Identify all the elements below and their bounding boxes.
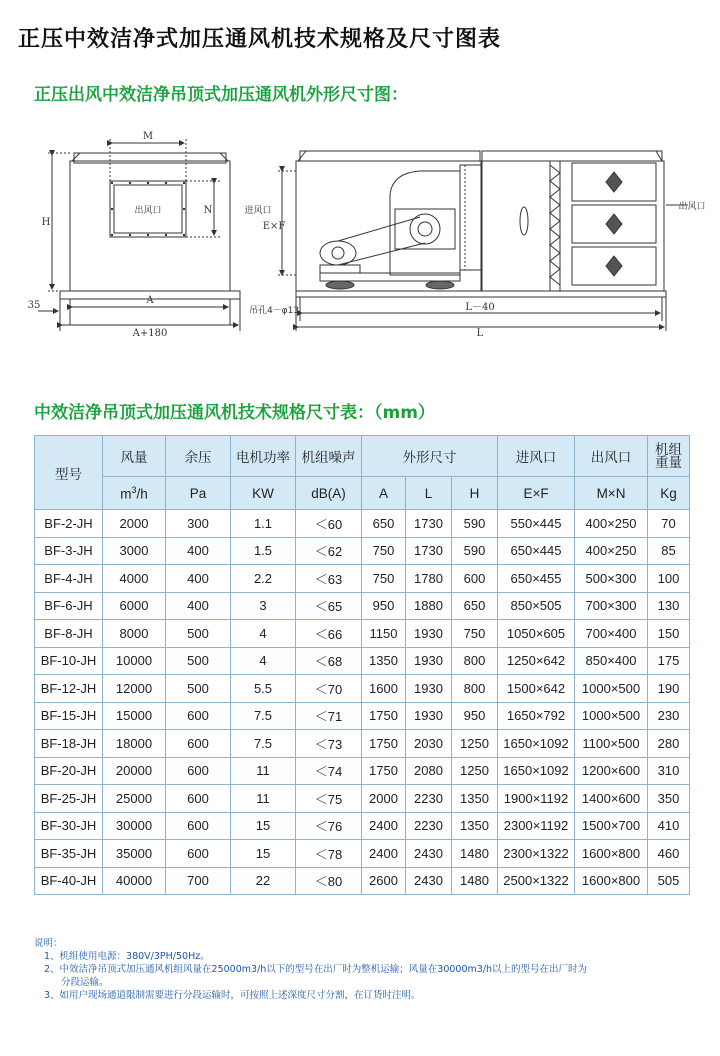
cell-dim-a: 1750 bbox=[362, 730, 406, 758]
hanging-hole-label: 吊孔4－φ13 bbox=[248, 306, 300, 316]
cell-dim-h: 1480 bbox=[452, 867, 498, 895]
header-model: 型号 bbox=[35, 436, 103, 510]
dim-l-minus-label: L－40 bbox=[465, 302, 495, 313]
cell-pressure: 700 bbox=[166, 867, 231, 895]
cell-pressure: 400 bbox=[166, 592, 231, 620]
cell-power: 1.1 bbox=[231, 510, 296, 538]
cell-power: 15 bbox=[231, 812, 296, 840]
cell-dim-a: 1750 bbox=[362, 702, 406, 730]
cell-pressure: 400 bbox=[166, 537, 231, 565]
unit-a: A bbox=[362, 477, 406, 510]
cell-pressure: 600 bbox=[166, 757, 231, 785]
header-power: 电机功率 bbox=[231, 436, 296, 477]
cell-airflow: 3000 bbox=[103, 537, 166, 565]
header-noise: 机组噪声 bbox=[296, 436, 362, 477]
note-item: 1、机组使用电源：380V/3PH/50Hz。 bbox=[44, 951, 210, 962]
cell-pressure: 400 bbox=[166, 565, 231, 593]
cell-dim-l: 1780 bbox=[406, 565, 452, 593]
cell-dim-a: 950 bbox=[362, 592, 406, 620]
cell-inlet: 1250×642 bbox=[498, 647, 575, 675]
cell-pressure: 500 bbox=[166, 675, 231, 703]
dim-l-label: L bbox=[476, 328, 484, 339]
cell-model: BF-3-JH bbox=[35, 537, 103, 565]
cell-weight: 310 bbox=[648, 757, 690, 785]
cell-noise: ＜62 bbox=[296, 537, 362, 565]
cell-inlet: 2300×1192 bbox=[498, 812, 575, 840]
cell-dim-l: 1930 bbox=[406, 647, 452, 675]
cell-noise: ＜68 bbox=[296, 647, 362, 675]
page-title: 正压中效洁净式加压通风机技术规格及尺寸图表 bbox=[18, 27, 502, 52]
cell-power: 22 bbox=[231, 867, 296, 895]
cell-outlet: 400×250 bbox=[575, 510, 648, 538]
cell-pressure: 500 bbox=[166, 647, 231, 675]
unit-airflow-exp: 3 bbox=[131, 484, 137, 495]
cell-noise: ＜70 bbox=[296, 675, 362, 703]
cell-dim-l: 1930 bbox=[406, 675, 452, 703]
side-inlet-label: 进风口 bbox=[244, 206, 272, 216]
cell-outlet: 700×400 bbox=[575, 620, 648, 648]
dim-h-label: H bbox=[41, 217, 51, 228]
cell-power: 3 bbox=[231, 592, 296, 620]
cell-inlet: 850×505 bbox=[498, 592, 575, 620]
unit-outlet: M×N bbox=[575, 477, 648, 510]
cell-dim-l: 1730 bbox=[406, 537, 452, 565]
cell-weight: 85 bbox=[648, 537, 690, 565]
cell-noise: ＜63 bbox=[296, 565, 362, 593]
dim-a-plus-label: A+180 bbox=[132, 328, 168, 339]
cell-weight: 280 bbox=[648, 730, 690, 758]
notes-heading: 说明： bbox=[34, 938, 63, 949]
table-row bbox=[35, 592, 690, 620]
cell-model: BF-35-JH bbox=[35, 840, 103, 868]
cell-model: BF-6-JH bbox=[35, 592, 103, 620]
dimension-drawing bbox=[20, 125, 710, 340]
cell-outlet: 1000×500 bbox=[575, 702, 648, 730]
cell-inlet: 650×455 bbox=[498, 565, 575, 593]
cell-power: 5.5 bbox=[231, 675, 296, 703]
cell-airflow: 12000 bbox=[103, 675, 166, 703]
header-weight-line2: 重量 bbox=[655, 455, 683, 470]
table-row bbox=[35, 757, 690, 785]
table-row bbox=[35, 565, 690, 593]
cell-power: 11 bbox=[231, 757, 296, 785]
table-row bbox=[35, 620, 690, 648]
cell-outlet: 700×300 bbox=[575, 592, 648, 620]
cell-model: BF-4-JH bbox=[35, 565, 103, 593]
cell-noise: ＜65 bbox=[296, 592, 362, 620]
note-item: 3、如用户现场通道限制需要进行分段运输时，可按照上述深度尺寸分割，在订货时注明。 bbox=[44, 990, 421, 1001]
dim-exf-label: E×F bbox=[262, 221, 286, 232]
cell-dim-l: 2230 bbox=[406, 785, 452, 813]
cell-model: BF-10-JH bbox=[35, 647, 103, 675]
side-outlet-label: 出风口 bbox=[678, 202, 706, 212]
cell-dim-l: 2030 bbox=[406, 730, 452, 758]
cell-pressure: 600 bbox=[166, 702, 231, 730]
note-item: 2、中效洁净吊顶式加压通风机组风量在25000m3/h以下的型号在出厂时为整机运输；风量在30000m3/h以上的型号在出厂时为 bbox=[44, 964, 588, 975]
cell-dim-a: 750 bbox=[362, 537, 406, 565]
unit-h: H bbox=[452, 477, 498, 510]
cell-outlet: 1200×600 bbox=[575, 757, 648, 785]
dim-a-label: A bbox=[146, 295, 154, 306]
cell-pressure: 500 bbox=[166, 620, 231, 648]
cell-noise: ＜71 bbox=[296, 702, 362, 730]
cell-noise: ＜74 bbox=[296, 757, 362, 785]
cell-dim-h: 650 bbox=[452, 592, 498, 620]
table-row bbox=[35, 675, 690, 703]
cell-inlet: 550×445 bbox=[498, 510, 575, 538]
cell-airflow: 30000 bbox=[103, 812, 166, 840]
cell-weight: 150 bbox=[648, 620, 690, 648]
cell-airflow: 20000 bbox=[103, 757, 166, 785]
cell-airflow: 15000 bbox=[103, 702, 166, 730]
cell-power: 4 bbox=[231, 647, 296, 675]
table-row bbox=[35, 812, 690, 840]
cell-weight: 505 bbox=[648, 867, 690, 895]
cell-noise: ＜76 bbox=[296, 812, 362, 840]
notes bbox=[34, 937, 587, 1002]
cell-power: 7.5 bbox=[231, 702, 296, 730]
table-row bbox=[35, 730, 690, 758]
front-view bbox=[38, 139, 240, 331]
cell-inlet: 650×445 bbox=[498, 537, 575, 565]
front-outlet-label: 出风口 bbox=[134, 206, 162, 216]
cell-weight: 70 bbox=[648, 510, 690, 538]
cell-power: 1.5 bbox=[231, 537, 296, 565]
cell-model: BF-18-JH bbox=[35, 730, 103, 758]
cell-dim-a: 2400 bbox=[362, 812, 406, 840]
cell-inlet: 2500×1322 bbox=[498, 867, 575, 895]
cell-model: BF-20-JH bbox=[35, 757, 103, 785]
cell-pressure: 600 bbox=[166, 785, 231, 813]
cell-airflow: 2000 bbox=[103, 510, 166, 538]
cell-airflow: 25000 bbox=[103, 785, 166, 813]
unit-inlet: E×F bbox=[498, 477, 575, 510]
cell-outlet: 1100×500 bbox=[575, 730, 648, 758]
dim-m-label: M bbox=[142, 131, 154, 142]
cell-dim-h: 600 bbox=[452, 565, 498, 593]
cell-dim-h: 1480 bbox=[452, 840, 498, 868]
cell-dim-l: 2430 bbox=[406, 840, 452, 868]
cell-model: BF-2-JH bbox=[35, 510, 103, 538]
cell-noise: ＜75 bbox=[296, 785, 362, 813]
cell-airflow: 18000 bbox=[103, 730, 166, 758]
note-item-continuation: 分段运输。 bbox=[61, 977, 109, 988]
cell-noise: ＜60 bbox=[296, 510, 362, 538]
cell-inlet: 2300×1322 bbox=[498, 840, 575, 868]
cell-dim-l: 1880 bbox=[406, 592, 452, 620]
table-row bbox=[35, 537, 690, 565]
cell-dim-h: 590 bbox=[452, 510, 498, 538]
cell-dim-l: 1730 bbox=[406, 510, 452, 538]
cell-dim-a: 650 bbox=[362, 510, 406, 538]
dim-n-label: N bbox=[203, 205, 213, 216]
unit-airflow-base: m bbox=[120, 486, 132, 502]
header-airflow: 风量 bbox=[103, 436, 166, 477]
cell-power: 4 bbox=[231, 620, 296, 648]
cell-model: BF-15-JH bbox=[35, 702, 103, 730]
spec-table-body bbox=[35, 510, 690, 895]
cell-weight: 350 bbox=[648, 785, 690, 813]
cell-inlet: 1500×642 bbox=[498, 675, 575, 703]
header-outlet: 出风口 bbox=[575, 436, 648, 477]
cell-outlet: 1500×700 bbox=[575, 812, 648, 840]
cell-noise: ＜73 bbox=[296, 730, 362, 758]
cell-dim-h: 1250 bbox=[452, 730, 498, 758]
unit-power: KW bbox=[231, 477, 296, 510]
cell-dim-h: 800 bbox=[452, 647, 498, 675]
cell-dim-l: 1930 bbox=[406, 620, 452, 648]
cell-dim-a: 2000 bbox=[362, 785, 406, 813]
cell-airflow: 4000 bbox=[103, 565, 166, 593]
cell-weight: 230 bbox=[648, 702, 690, 730]
cell-dim-h: 1250 bbox=[452, 757, 498, 785]
cell-weight: 175 bbox=[648, 647, 690, 675]
unit-weight: Kg bbox=[648, 477, 690, 510]
cell-dim-a: 750 bbox=[362, 565, 406, 593]
cell-noise: ＜66 bbox=[296, 620, 362, 648]
cell-model: BF-12-JH bbox=[35, 675, 103, 703]
dim-offset-label: 35 bbox=[27, 300, 41, 311]
cell-outlet: 850×400 bbox=[575, 647, 648, 675]
dimension-drawing-svg bbox=[20, 125, 710, 340]
cell-airflow: 10000 bbox=[103, 647, 166, 675]
unit-noise: dB(A) bbox=[296, 477, 362, 510]
cell-dim-a: 2600 bbox=[362, 867, 406, 895]
cell-inlet: 1650×1092 bbox=[498, 757, 575, 785]
table-row bbox=[35, 702, 690, 730]
cell-noise: ＜80 bbox=[296, 867, 362, 895]
cell-outlet: 1600×800 bbox=[575, 867, 648, 895]
cell-inlet: 1650×792 bbox=[498, 702, 575, 730]
unit-airflow bbox=[103, 477, 166, 510]
cell-weight: 190 bbox=[648, 675, 690, 703]
cell-pressure: 600 bbox=[166, 840, 231, 868]
cell-power: 11 bbox=[231, 785, 296, 813]
cell-outlet: 400×250 bbox=[575, 537, 648, 565]
cell-inlet: 1050×605 bbox=[498, 620, 575, 648]
cell-outlet: 1600×800 bbox=[575, 840, 648, 868]
cell-weight: 410 bbox=[648, 812, 690, 840]
unit-pressure: Pa bbox=[166, 477, 231, 510]
cell-model: BF-25-JH bbox=[35, 785, 103, 813]
cell-dim-h: 800 bbox=[452, 675, 498, 703]
table-row bbox=[35, 510, 690, 538]
table-row bbox=[35, 647, 690, 675]
table-row bbox=[35, 840, 690, 868]
table-row bbox=[35, 867, 690, 895]
cell-dim-h: 1350 bbox=[452, 812, 498, 840]
cell-pressure: 600 bbox=[166, 812, 231, 840]
header-weight bbox=[648, 436, 690, 477]
cell-dim-h: 950 bbox=[452, 702, 498, 730]
header-pressure: 余压 bbox=[166, 436, 231, 477]
cell-dim-a: 1750 bbox=[362, 757, 406, 785]
unit-l: L bbox=[406, 477, 452, 510]
cell-weight: 100 bbox=[648, 565, 690, 593]
cell-dim-h: 590 bbox=[452, 537, 498, 565]
cell-airflow: 8000 bbox=[103, 620, 166, 648]
header-inlet: 进风口 bbox=[498, 436, 575, 477]
cell-model: BF-8-JH bbox=[35, 620, 103, 648]
cell-dim-l: 2080 bbox=[406, 757, 452, 785]
unit-airflow-rest: /h bbox=[136, 486, 148, 502]
cell-power: 7.5 bbox=[231, 730, 296, 758]
cell-model: BF-40-JH bbox=[35, 867, 103, 895]
cell-model: BF-30-JH bbox=[35, 812, 103, 840]
cell-dim-h: 1350 bbox=[452, 785, 498, 813]
cell-pressure: 600 bbox=[166, 730, 231, 758]
cell-dim-l: 2230 bbox=[406, 812, 452, 840]
table-row bbox=[35, 785, 690, 813]
cell-dim-a: 1350 bbox=[362, 647, 406, 675]
cell-weight: 130 bbox=[648, 592, 690, 620]
cell-weight: 460 bbox=[648, 840, 690, 868]
header-dimensions: 外形尺寸 bbox=[362, 436, 498, 477]
cell-outlet: 500×300 bbox=[575, 565, 648, 593]
cell-noise: ＜78 bbox=[296, 840, 362, 868]
cell-airflow: 40000 bbox=[103, 867, 166, 895]
spec-table bbox=[34, 435, 690, 895]
cell-inlet: 1900×1192 bbox=[498, 785, 575, 813]
cell-dim-a: 2400 bbox=[362, 840, 406, 868]
table-title: 中效洁净吊顶式加压通风机技术规格尺寸表：（mm） bbox=[34, 403, 435, 423]
cell-inlet: 1650×1092 bbox=[498, 730, 575, 758]
drawing-subtitle: 正压出风中效洁净吊顶式加压通风机外形尺寸图： bbox=[34, 85, 408, 105]
cell-dim-l: 1930 bbox=[406, 702, 452, 730]
cell-pressure: 300 bbox=[166, 510, 231, 538]
cell-outlet: 1400×600 bbox=[575, 785, 648, 813]
cell-power: 15 bbox=[231, 840, 296, 868]
header-weight-line1: 机组 bbox=[655, 442, 683, 457]
cell-dim-a: 1150 bbox=[362, 620, 406, 648]
cell-power: 2.2 bbox=[231, 565, 296, 593]
cell-dim-a: 1600 bbox=[362, 675, 406, 703]
cell-dim-l: 2430 bbox=[406, 867, 452, 895]
cell-outlet: 1000×500 bbox=[575, 675, 648, 703]
cell-airflow: 35000 bbox=[103, 840, 166, 868]
cell-dim-h: 750 bbox=[452, 620, 498, 648]
cell-airflow: 6000 bbox=[103, 592, 166, 620]
